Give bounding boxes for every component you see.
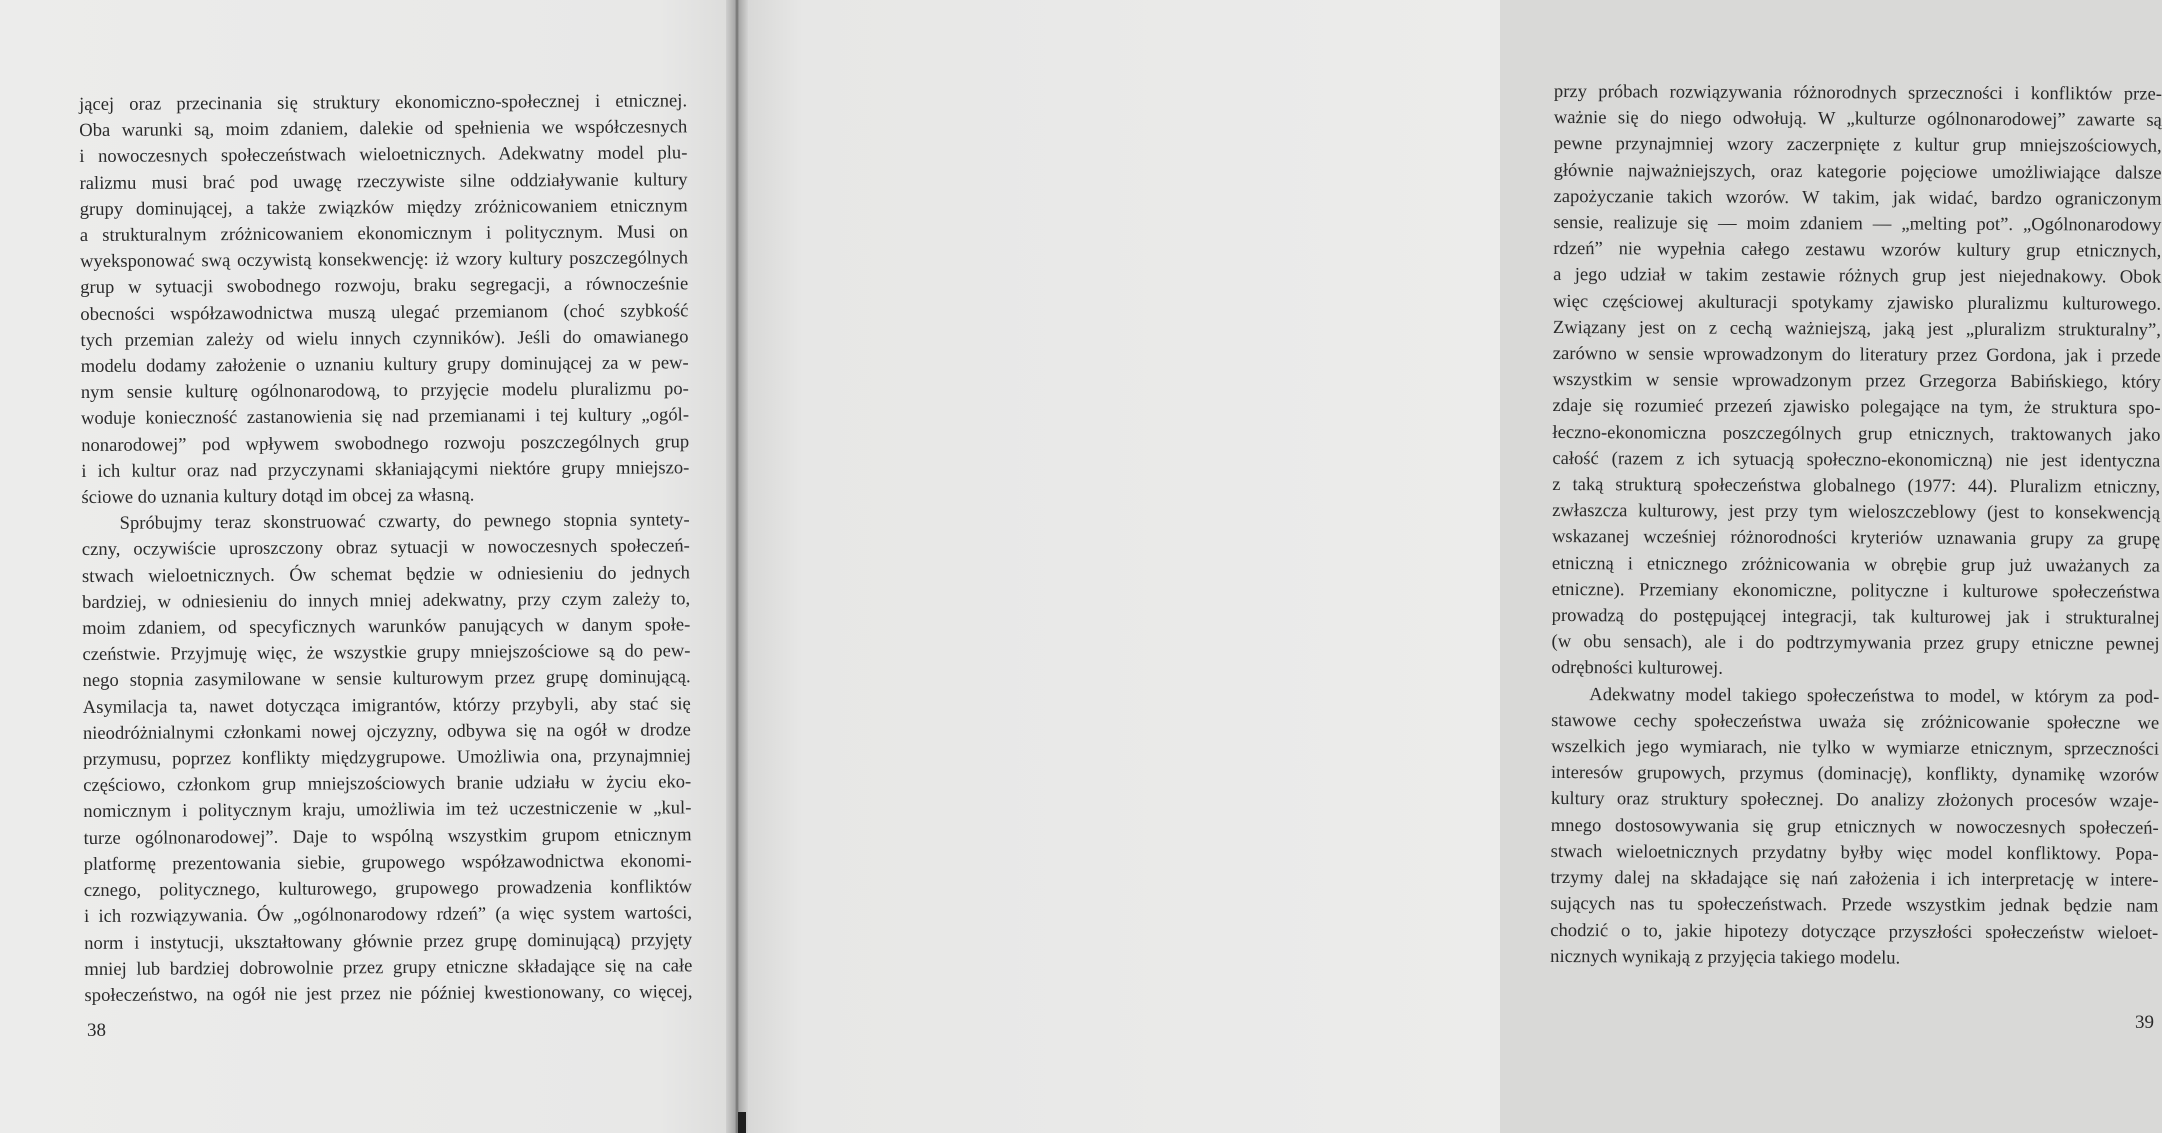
- text-line: turze ogólnonarodowej”. Daje to wspólną wszystkim grupom etnicznym: [83, 823, 692, 849]
- text-line: ralizmu musi brać pod uwagę rzeczywiste silne oddziaływanie kultury: [79, 168, 688, 194]
- text-line: sujących nas tu społeczeństwach. Przede wszystkim jednak będzie nam: [1550, 893, 2159, 917]
- text-line: stwach wieloetnicznych przydatny byłby więc model konfliktowy. Popa-: [1550, 840, 2159, 865]
- text-line: nieodróżnialnymi członkami nowej ojczyzny, odbywa się na ogół w drodze: [82, 719, 691, 744]
- text-line: rdzeń” nie wypełnia całego zestawu wzorów kultury grup etnicznych,: [1553, 238, 2162, 262]
- text-line: mnego dostosowywania się grup etnicznych w nowoczesnych społeczeń-: [1550, 814, 2159, 839]
- text-line: nomicznym i politycznym kraju, umożliwia im też uczestniczenie w „kul-: [83, 797, 692, 823]
- text-line: ważnie się do niego odwołują. W „kulturze ogólnonarodowej” zawarte są: [1553, 107, 2162, 131]
- right-page-number: 39: [2135, 1012, 2154, 1033]
- text-line: etniczne). Przemiany ekonomiczne, polityczne i kulturowe społeczeństwa: [1551, 578, 2160, 603]
- text-line: stwach wieloetnicznych. Ów schemat będzie w odniesieniu do jednych: [81, 561, 691, 587]
- text-line: grupy dominującej, a także związków między zróżnicowaniem etnicznym: [79, 195, 688, 220]
- text-line: zdaje się rozumieć przezeń zjawisko polegające na tym, że struktura spo-: [1552, 395, 2161, 420]
- paragraph: [1550, 682, 2159, 973]
- text-line: zwłaszcza kulturowy, jest przy tym wieloszczeblowy (jest to konsekwencją: [1552, 500, 2161, 524]
- text-line: mniej lub bardziej dobrowolnie przez grupy etniczne składające się na całe: [84, 954, 693, 980]
- text-line: a strukturalnym zróżnicowaniem ekonomicznym i politycznym. Musi on: [79, 221, 688, 247]
- text-line: jącej oraz przecinania się struktury ekonomiczno-społecznej i etnicznej.: [79, 90, 688, 115]
- text-line: i ich rozwiązywania. Ów „ogólnonarodowy rdzeń” (a więc system wartości,: [83, 902, 693, 928]
- text-line: Asymilacja ta, nawet dotycząca imigrantów, którzy przybyli, aby stać się: [82, 692, 691, 718]
- text-line: nicznych wynikają z przyjęcia takiego modelu.: [1550, 945, 1901, 969]
- right-page: [742, 0, 2162, 1133]
- text-line: woduje konieczność zastanowienia się nad przemianami i tej kultury „ogól-: [80, 404, 690, 430]
- text-line: (w obu sensach), ale i do podtrzymywania przez grupy etniczne pewnej: [1551, 631, 2160, 655]
- paragraph: [82, 508, 693, 1010]
- text-line: stawowe cechy społeczeństwa uważa się zróżnicowanie społeczne we: [1551, 709, 2160, 734]
- text-line: i nowoczesnych społeczeństwach wieloetnicznych. Adekwatny model plu-: [79, 142, 688, 168]
- left-page-number: 38: [87, 1020, 106, 1041]
- paragraph: [1551, 79, 2162, 684]
- text-line: przy próbach rozwiązywania różnorodnych sprzeczności i konfliktów prze-: [1553, 80, 2162, 105]
- text-line: łeczno-ekonomiczna poszczególnych grup etnicznych, traktowanych jako: [1552, 421, 2161, 446]
- text-line: kultury oraz struktury społecznej. Do analizy złożonych procesów wzaje-: [1550, 788, 2159, 813]
- text-line: przymusu, poprzez konflikty międzygrupowe. Umożliwia ona, przynajmniej: [83, 745, 692, 771]
- text-line: częściowo, członkom grup mniejszościowych branie udziału w życiu eko-: [83, 771, 692, 797]
- text-line: wyeksponować swą oczywistą konsekwencję: iż wzory kultury poszczególnych: [79, 247, 689, 273]
- text-line: nonarodowej” pod wpływem swobodnego rozwoju poszczególnych grup: [81, 430, 690, 456]
- text-line: nym sensie kulturę ogólnonarodową, to przyjęcie modelu pluralizmu po-: [80, 378, 689, 404]
- text-line: Oba warunki są, moim zdaniem, dalekie od spełnienia we współczesnych: [79, 116, 688, 142]
- text-line: wszystkim w sensie wprowadzonym przez Grzegorza Babińskiego, który: [1552, 369, 2161, 393]
- binding-mark: [738, 1112, 746, 1133]
- text-line: z taką strukturą społeczeństwa globalnego (1977: 44). Pluralizm etniczny,: [1552, 474, 2161, 498]
- text-line: nego stopnia zasymilowane w sensie kulturowym przez grupę dominującą.: [82, 666, 691, 692]
- text-line: więc częściowej akulturacji spotykamy zjawisko pluralizmu kulturowego.: [1552, 290, 2162, 315]
- text-line: moim zdaniem, od specyficznych warunków panujących w danym społe-: [82, 614, 691, 640]
- text-line: chodzić o to, jakie hipotezy dotyczące przyszłości społeczeństw wieloet-: [1550, 919, 2159, 944]
- text-line: a jego udział w takim zestawie różnych grup jest niejednakowy. Obok: [1553, 264, 2162, 289]
- text-line: obecności współzawodnictwa muszą ulegać przemianom (choć szybkość: [80, 299, 689, 325]
- text-line: odrębności kulturowej.: [1551, 657, 1723, 680]
- text-line: wszelkich jego wymiarach, nie tylko w wymiarze etnicznym, sprzeczności: [1551, 736, 2160, 760]
- text-line: bardziej, w odniesieniu do innych mniej adekwatny, przy czym zależy to,: [82, 588, 691, 613]
- text-line: społeczeństwo, na ogół nie jest przez nie później kwestionowany, co więcej,: [84, 981, 693, 1006]
- text-line: czny, oczywiście uproszczony obraz sytuacji w nowoczesnych społeczeń-: [81, 535, 690, 561]
- text-line: Adekwatny model takiego społeczeństwa to model, w którym za pod-: [1589, 683, 2160, 708]
- text-line: prowadzą do postępującej integracji, tak kulturowej jak i strukturalnej: [1551, 605, 2160, 629]
- text-line: sensie, realizuje się — moim zdaniem — „melting pot”. „Ogólnonarodowy: [1553, 212, 2162, 236]
- text-line: całość (razem z ich sytuacją społeczno-ekonomiczną) nie jest identyczna: [1552, 447, 2161, 472]
- text-line: norm i instytucji, ukształtowany głównie przez grupę dominującą) przyjęty: [84, 928, 693, 954]
- text-line: grup w sytuacji swobodnego rozwoju, braku segregacji, a równocześnie: [80, 273, 689, 299]
- text-line: ściowe do uznania kultury dotąd im obcej za własną.: [81, 484, 475, 509]
- text-line: zarówno w sensie wprowadzonym do literatury przez Gordona, jak i przede: [1552, 343, 2161, 367]
- text-line: tych przemian zależy od wielu innych czynników). Jeśli do omawianego: [80, 326, 689, 351]
- right-page-body-text: [1550, 79, 2162, 973]
- text-line: czeństwie. Przyjmuję więc, że wszystkie grupy mniejszościowe są do pew-: [82, 640, 691, 666]
- text-line: zapożyczanie takich wzorów. W takim, jak widać, bardzo ograniczonym: [1553, 185, 2162, 210]
- text-line: i ich kultur oraz nad przyczynami skłaniającymi niektóre grupy mniejszo-: [81, 457, 690, 482]
- text-line: wskazanej wcześniej różnorodności kryteriów uznawania grupy za grupę: [1551, 526, 2161, 551]
- left-page: [0, 0, 732, 1133]
- paragraph: [79, 88, 690, 511]
- text-line: modelu dodamy założenie o uznaniu kultury grupy dominującej za w pew-: [80, 352, 689, 378]
- text-line: głównie najważniejszych, oraz kategorie pojęciowe umożliwiające dalsze: [1553, 159, 2162, 184]
- text-line: interesów grupowych, przymus (dominację), konflikty, dynamikę wzorów: [1550, 762, 2160, 786]
- left-page-body-text: [79, 88, 693, 1009]
- text-line: pewne przynajmniej wzory zaczerpnięte z kultur grup mniejszościowych,: [1553, 133, 2162, 158]
- text-line: Związany jest on z cechą ważniejszą, jaką jest „pluralizm strukturalny”,: [1552, 316, 2161, 341]
- text-line: Spróbujmy teraz skonstruować czwarty, do pewnego stopnia syntety-: [119, 509, 690, 535]
- text-line: platformę prezentowania siebie, grupowego współzawodnictwa ekonomi-: [83, 850, 692, 875]
- text-line: etniczną i etnicznego zróżnicowania w obrębie grup już uważanych za: [1551, 552, 2160, 577]
- text-line: cznego, politycznego, kulturowego, grupowego prowadzenia konfliktów: [83, 876, 692, 902]
- book-gutter: [726, 0, 748, 1133]
- text-line: trzymy dalej na składające się nań założenia i ich interpretację w intere-: [1550, 867, 2159, 891]
